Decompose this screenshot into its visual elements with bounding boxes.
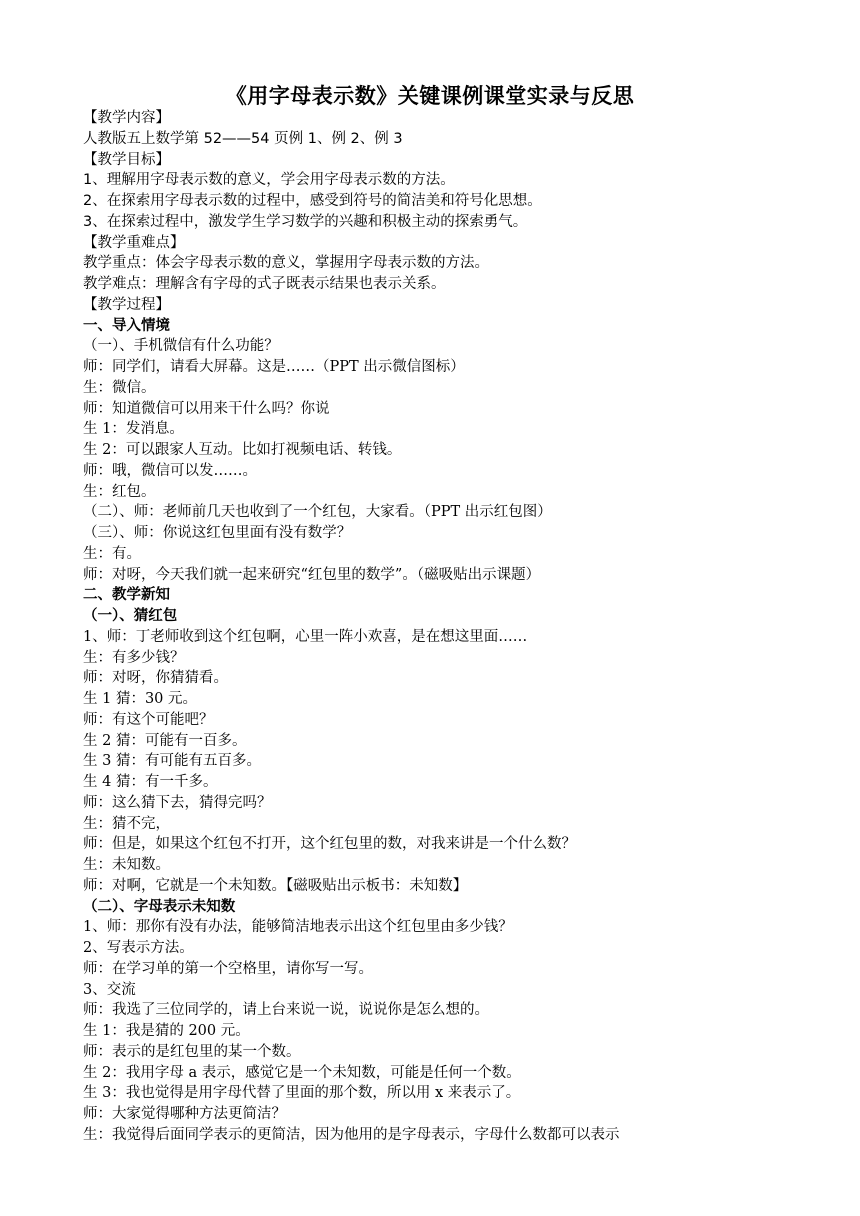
text-line: 师：对呀，今天我们就一起来研究“红包里的数学”。（磁吸贴出示课题） xyxy=(83,566,541,583)
text-line: 教学难点：理解含有字母的式子既表示结果也表示关系。 xyxy=(83,276,446,292)
text-line: 人教版五上数学第 52——54 页例 1、例 2、例 3 xyxy=(83,130,403,147)
text-line: 生 2 猜：可能有一百多。 xyxy=(83,732,247,749)
text-line: 师：哦，微信可以发……。 xyxy=(83,462,257,479)
text-line: 师：对啊，它就是一个未知数。【磁吸贴出示板书：未知数】 xyxy=(83,877,468,894)
text-line: 师：在学习单的第一个空格里，请你写一写。 xyxy=(83,960,373,977)
text-line: 师：有这个可能吧？ xyxy=(83,711,214,728)
text-line: 【教学内容】 xyxy=(83,110,170,126)
text-line: 师：但是，如果这个红包不打开，这个红包里的数，对我来讲是一个什么数？ xyxy=(83,836,576,853)
text-line: （一）、手机微信有什么功能？ xyxy=(83,338,279,355)
text-line: 生：微信。 xyxy=(83,379,156,396)
text-line: 师：对呀，你猜猜看。 xyxy=(83,670,228,687)
text-line: 师：大家觉得哪种方法更简洁？ xyxy=(83,1106,286,1122)
text-line: 师：同学们，请看大屏幕。这是……（PPT 出示微信图标） xyxy=(83,359,465,375)
text-line: 3、在探索过程中，激发学生学习数学的兴趣和积极主动的探索勇气。 xyxy=(83,213,528,230)
text-line: 生 3：我也觉得是用字母代替了里面的那个数，所以用 x 来表示了。 xyxy=(83,1085,521,1102)
text-line: 2、写表示方法。 xyxy=(83,940,194,956)
text-line: 生：我觉得后面同学表示的更简洁，因为他用的是字母表示，字母什么数都可以表示 xyxy=(83,1126,620,1143)
text-line: 生：猜不完， xyxy=(83,815,170,832)
document-title: 《用字母表示数》关键课例课堂实录与反思 xyxy=(225,84,635,108)
text-line: 生：有。 xyxy=(83,545,141,562)
text-line: 师：这么猜下去，猜得完吗？ xyxy=(83,794,272,811)
text-line: 1、理解用字母表示数的意义，学会用字母表示数的方法。 xyxy=(83,172,455,189)
text-line: 生 1：发消息。 xyxy=(83,421,184,438)
text-line: 1、师：那你有没有办法，能够简洁地表示出这个红包里由多少钱？ xyxy=(83,919,513,936)
text-line: 生：有多少钱？ xyxy=(83,649,185,666)
text-line: 师：表示的是红包里的某一个数。 xyxy=(83,1043,301,1060)
text-line: 生 1：我是猜的 200 元。 xyxy=(83,1023,250,1039)
text-line: 2、在探索用字母表示数的过程中，感受到符号的简洁美和符号化思想。 xyxy=(83,193,542,209)
text-line: 生：红包。 xyxy=(83,483,156,500)
text-line: 【教学重难点】 xyxy=(83,234,185,251)
text-line: 教学重点：体会字母表示数的意义，掌握用字母表示数的方法。 xyxy=(83,255,489,272)
text-line: 师：知道微信可以用来干什么吗？你说 xyxy=(83,400,330,417)
text-line: 1、师：丁老师收到这个红包啊，心里一阵小欢喜，是在想这里面…… xyxy=(83,628,528,645)
text-line: 【教学目标】 xyxy=(83,151,170,168)
text-line: 生 2：可以跟家人互动。比如打视频电话、转钱。 xyxy=(83,442,402,458)
text-line: 【教学过程】 xyxy=(83,296,170,313)
text-line: 生 1 猜：30 元。 xyxy=(83,691,198,707)
section-heading: 二、教学新知 xyxy=(83,587,170,604)
section-heading: 一、导入情境 xyxy=(83,317,170,334)
text-line: 生：未知数。 xyxy=(83,857,170,873)
text-line: 生 4 猜：有一千多。 xyxy=(83,774,218,790)
text-line: （三）、师：你说这红包里面有没有数学？ xyxy=(83,525,352,541)
text-line: 3、交流 xyxy=(83,981,136,998)
document-body xyxy=(83,108,783,1146)
section-heading: （二）、字母表示未知数 xyxy=(83,898,236,915)
text-line: 师：我选了三位同学的，请上台来说一说，说说你是怎么想的。 xyxy=(83,1002,489,1019)
text-line: 生 2：我用字母 a 表示，感觉它是一个未知数，可能是任何一个数。 xyxy=(83,1064,521,1081)
section-heading: （一）、猜红包 xyxy=(83,608,178,624)
text-line: 生 3 猜：有可能有五百多。 xyxy=(83,753,261,770)
text-line: （二）、师：老师前几天也收到了一个红包，大家看。（PPT 出示红包图） xyxy=(83,504,552,521)
